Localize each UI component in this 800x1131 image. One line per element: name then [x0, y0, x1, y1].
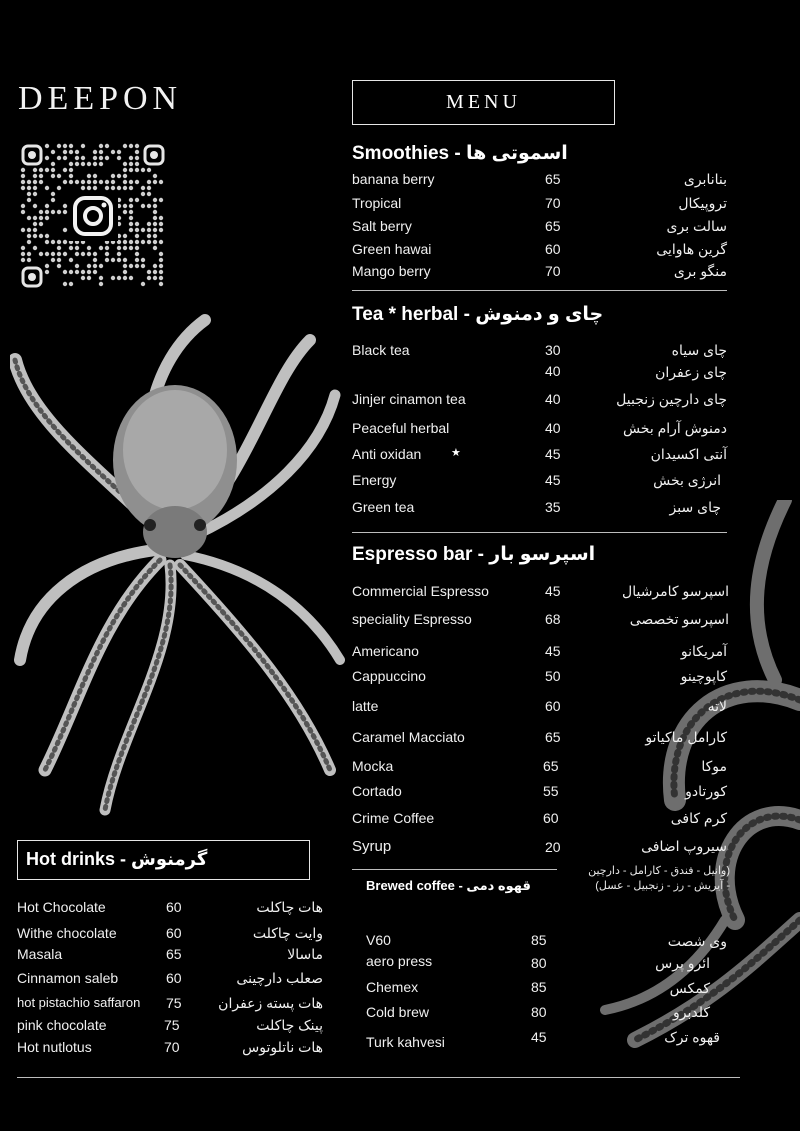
section-divider: [352, 869, 557, 870]
menu-item-price: 85: [531, 979, 547, 995]
menu-item-name-fa: انرژی بخش: [653, 472, 721, 488]
menu-item-name-fa: تروپیکال: [678, 195, 727, 211]
menu-item-price: 65: [545, 218, 561, 234]
menu-item-price: 60: [166, 970, 182, 986]
menu-item-name-fa: هات پسته زعفران: [218, 995, 323, 1011]
menu-item-price: 70: [545, 195, 561, 211]
menu-item-price: 55: [543, 783, 559, 799]
menu-item-name-fa: ائرو پرس: [655, 955, 710, 971]
menu-item-name-fa: موکا: [701, 758, 727, 774]
menu-item-name-fa: اسپرسو تخصصی: [629, 611, 729, 627]
menu-item-name-fa: هات چاکلت: [256, 899, 323, 915]
menu-item-name-fa: آمریکانو: [680, 643, 727, 659]
menu-item-name: Caramel Macciato: [352, 729, 465, 745]
menu-item-name-fa: سیروپ اضافی: [641, 838, 727, 854]
menu-item-price: 60: [545, 698, 561, 714]
menu-item-price: 70: [545, 263, 561, 279]
star-icon: ★: [451, 447, 461, 459]
menu-item-price: 45: [545, 643, 561, 659]
menu-item-price: 65: [545, 171, 561, 187]
menu-item-name: Chemex: [366, 979, 419, 995]
menu-item-name: Peaceful herbal: [352, 420, 450, 436]
menu-item-name: V60: [366, 932, 391, 948]
menu-item-price: 70: [164, 1039, 180, 1055]
menu-item-name: Tropical: [352, 195, 402, 211]
menu-item-name: Cinnamon saleb: [17, 970, 119, 986]
menu-item-name: Commercial Espresso: [352, 583, 489, 599]
menu-item-price: 60: [545, 241, 561, 257]
menu-item-name: Mango berry: [352, 263, 431, 279]
menu-heading: MENU: [352, 80, 615, 125]
menu-item-name-fa: آنتی اکسیدان: [650, 446, 727, 462]
footer-divider: [17, 1077, 740, 1078]
menu-item-name: Hot nutlotus: [17, 1039, 92, 1055]
menu-item-price: 80: [531, 1004, 547, 1020]
menu-item-name-fa: کمکس: [669, 980, 710, 996]
menu-item-name: Black tea: [352, 342, 410, 358]
syrup-flavors-note: [588, 864, 730, 894]
brand-logo: DEEPON: [18, 80, 183, 117]
menu-item-price: 65: [166, 946, 182, 962]
menu-item-name-fa: چای سیاه: [671, 342, 727, 358]
instagram-qr-code-icon[interactable]: [20, 143, 166, 289]
menu-item-price: 40: [545, 363, 561, 379]
menu-item-price: 85: [531, 932, 547, 948]
tea-title: Tea * herbal - چای و دمنوش: [352, 304, 604, 325]
menu-item-name: banana berry: [352, 171, 435, 187]
menu-item-name-fa: هات ناتلوتوس: [242, 1039, 323, 1055]
menu-item-price: 60: [166, 899, 182, 915]
menu-item-name-fa: کلدبرو: [672, 1004, 710, 1020]
menu-item-name: Americano: [352, 643, 419, 659]
menu-item-name-fa: لاته: [707, 698, 727, 714]
menu-item-name: pink chocolate: [17, 1017, 107, 1033]
menu-item-price: 80: [531, 955, 547, 971]
menu-item-price: 30: [545, 342, 561, 358]
menu-item-price: 65: [545, 729, 561, 745]
menu-item-name: Jinjer cinamon tea: [352, 391, 466, 407]
menu-item-name: Cold brew: [366, 1004, 430, 1020]
menu-item-price: 45: [545, 583, 561, 599]
menu-item-name: Cappuccino: [352, 668, 426, 684]
menu-item-name: Green tea: [352, 499, 415, 515]
menu-item-name-fa: منگو بری: [673, 263, 727, 279]
menu-item-name-fa: ماسالا: [287, 946, 323, 962]
menu-item-name-fa: پینک چاکلت: [256, 1017, 323, 1033]
menu-item-name: Turk kahvesi: [366, 1034, 445, 1050]
menu-item-price: 60: [543, 810, 559, 826]
espresso-title: Espresso bar - اسپرسو بار: [352, 544, 596, 565]
menu-item-name: Green hawai: [352, 241, 432, 257]
menu-item-name-fa: سالت بری: [666, 218, 727, 234]
octopus-illustration: [10, 300, 345, 820]
menu-item-name-fa: قهوه ترک: [664, 1029, 720, 1045]
smoothies-title: Smoothies - اسموتی ها: [352, 143, 568, 164]
menu-item-name-fa: صعلب دارچینی: [236, 970, 323, 986]
menu-item-name-fa: کرم کافی: [670, 810, 727, 826]
menu-item-name-fa: دمنوش آرام بخش: [622, 420, 727, 436]
menu-item-name: Syrup: [352, 838, 392, 855]
menu-item-name: Hot Chocolate: [17, 899, 106, 915]
menu-item-name-fa: اسپرسو کامرشیال: [622, 583, 729, 599]
menu-item-price: 75: [166, 995, 182, 1011]
menu-item-price: 45: [531, 1029, 547, 1045]
section-divider: [352, 532, 727, 533]
menu-item-price: 75: [164, 1017, 180, 1033]
menu-item-name-fa: بنانابری: [683, 171, 727, 187]
menu-item-name: Mocka: [352, 758, 394, 774]
menu-item-price: 40: [545, 391, 561, 407]
menu-item-name: Masala: [17, 946, 63, 962]
menu-item-name: aero press: [366, 953, 433, 969]
menu-item-name: hot pistachio saffaron: [17, 995, 141, 1010]
menu-item-name-fa: کارامل ماکیاتو: [645, 729, 727, 745]
menu-item-price: 60: [166, 925, 182, 941]
menu-item-name-fa: چای دارچین زنجبیل: [616, 391, 727, 407]
section-divider: [352, 290, 727, 291]
menu-item-name: Crime Coffee: [352, 810, 435, 826]
menu-item-name-fa: کاپوچینو: [680, 668, 727, 684]
menu-item-price: 65: [543, 758, 559, 774]
menu-item-name: Energy: [352, 472, 397, 488]
menu-item-name: Withe chocolate: [17, 925, 117, 941]
menu-item-name-fa: چای زعفران: [655, 364, 727, 380]
syrup-note-line: (وانیل - فندق - کارامل - دارچین: [588, 865, 730, 877]
menu-item-name: Cortado: [352, 783, 402, 799]
menu-item-name-fa: وایت چاکلت: [252, 925, 323, 941]
menu-item-name: Salt berry: [352, 218, 412, 234]
brewed-title: Brewed coffee - قهوه دمی: [366, 878, 531, 893]
menu-item-price: 35: [545, 499, 561, 515]
menu-item-name-fa: کورتادو: [685, 783, 727, 799]
menu-item-name-fa: وی شصت: [667, 933, 727, 949]
menu-item-name: speciality Espresso: [352, 611, 472, 627]
menu-item-name-fa: گرین هاوایی: [656, 241, 727, 257]
menu-item-name: Anti oxidan: [352, 446, 422, 462]
menu-item-price: 50: [545, 668, 561, 684]
menu-item-price: 40: [545, 420, 561, 436]
menu-item-name: latte: [352, 698, 379, 714]
hot-drinks-title: Hot drinks - گرمنوش: [26, 849, 208, 869]
menu-item-price: 45: [545, 472, 561, 488]
menu-item-price: 45: [545, 446, 561, 462]
menu-item-price: 68: [545, 611, 561, 627]
syrup-note-line: - آیریش - رز - زنجبیل - عسل): [595, 880, 730, 892]
menu-item-name-fa: چای سبز: [669, 499, 721, 515]
menu-item-price: 20: [545, 839, 561, 855]
